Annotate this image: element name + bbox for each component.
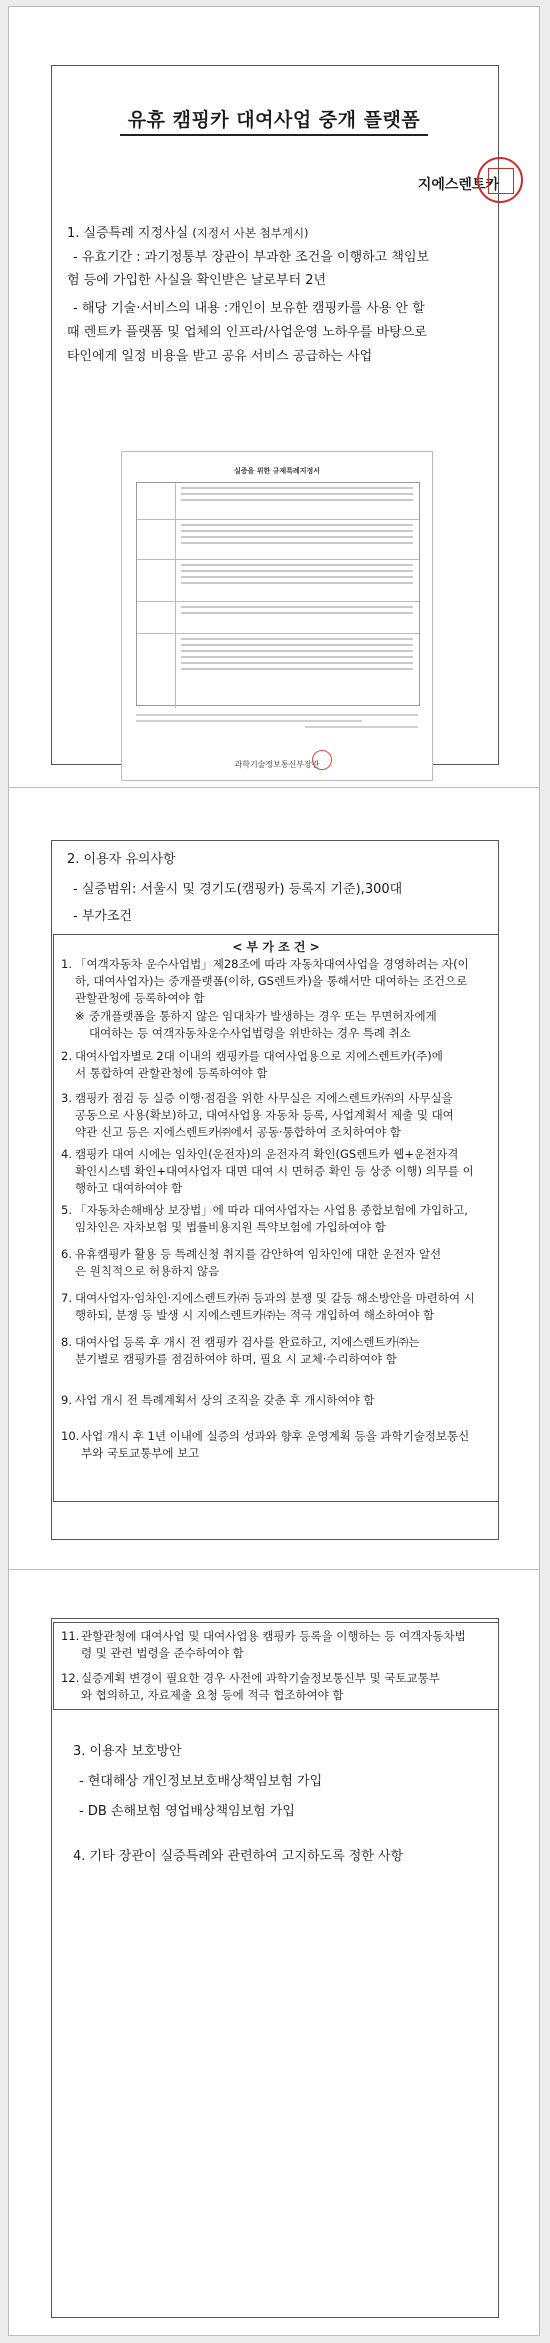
condition-text-line: 은 원칙적으로 허용하지 않음 xyxy=(75,1264,220,1278)
document-title: 유휴 캠핑카 대여사업 중개 플랫폼 xyxy=(9,105,539,136)
condition-text-line: 관할관청에 등록하여야 함 xyxy=(75,991,205,1005)
validity-line-2: 험 등에 가입한 사실을 확인받은 날로부터 2년 xyxy=(67,273,327,288)
condition-text-line: 부와 국토교통부에 보고 xyxy=(81,1446,200,1460)
section4-heading: 4. 기타 장관이 실증특례와 관련하여 고지하도록 정한 사항 xyxy=(73,1849,404,1864)
condition-number: 5. xyxy=(61,1203,72,1217)
condition-text-line: 캠핑카 대여 시에는 임차인(운전자)의 운전자격 확인(GS렌트카 웹+운전자격 xyxy=(75,1147,459,1161)
certificate-issuer: 과학기술정보통신부장관 xyxy=(234,760,320,769)
condition-text-line: 대여하는 등 여객자동차운수사업법령을 위반하는 경우 특례 취소 xyxy=(89,1026,411,1040)
condition-text-line: 「자동차손해배상 보장법」에 따라 대여사업자는 사업용 종합보험에 가입하고, xyxy=(75,1203,468,1217)
content-line-2: 때 렌트카 플랫폼 및 업체의 인프라/사업운영 노하우를 바탕으로 xyxy=(67,325,427,340)
condition-text-line: 사업 개시 전 특례계획서 상의 조직을 갖춘 후 개시하여야 함 xyxy=(75,1393,375,1407)
condition-text-line: 와 협의하고, 자료제출 요청 등에 적극 협조하여야 함 xyxy=(81,1688,344,1702)
condition-text-line: 행하고 대여하여야 함 xyxy=(75,1181,183,1195)
protection-item-1: - 현대해상 개인정보보호배상책임보험 가입 xyxy=(79,1774,323,1789)
document-page-2 xyxy=(8,787,540,1570)
document-page-1 xyxy=(8,6,540,788)
condition-number: 1. xyxy=(61,957,72,971)
validity-line-1: - 유효기간 : 과기정통부 장관이 부과한 조건을 이행하고 책임보 xyxy=(73,250,430,265)
certificate-table xyxy=(136,482,420,706)
condition-number: 8. xyxy=(61,1335,72,1349)
condition-text-line: 유휴캠핑카 활용 등 특례신청 취지를 감안하여 임차인에 대한 운전자 알선 xyxy=(75,1247,442,1261)
additional-conditions-label: - 부가조건 xyxy=(73,909,133,924)
condition-item xyxy=(61,1246,481,1280)
condition-number: 3. xyxy=(61,1091,72,1105)
certificate-title: 실증을 위한 규제특례지정서 xyxy=(233,467,321,475)
content-line-3: 타인에게 일정 비용을 받고 공유 서비스 공급하는 사업 xyxy=(67,349,373,364)
condition-item xyxy=(75,1008,477,1042)
condition-text-line: 서 통합하여 관할관청에 등록하여야 함 xyxy=(75,1066,268,1080)
condition-item xyxy=(61,1392,481,1409)
condition-item xyxy=(61,1146,481,1197)
section3-heading: 3. 이용자 보호방안 xyxy=(73,1744,182,1759)
section2-heading: 2. 이용자 유의사항 xyxy=(67,852,176,867)
condition-item xyxy=(61,1670,481,1704)
condition-text-line: 행하되, 분쟁 등 발생 시 지에스렌트카㈜는 적극 개입하여 해소하여야 함 xyxy=(75,1308,435,1322)
protection-item-2: - DB 손해보험 영업배상책임보험 가입 xyxy=(79,1804,295,1819)
condition-text-line: 약관 신고 등은 지에스렌트카㈜에서 공동·통합하여 조치하여야 함 xyxy=(75,1125,401,1139)
condition-number: 11. xyxy=(61,1629,80,1643)
certificate-footnote xyxy=(136,714,418,732)
condition-number: 2. xyxy=(61,1049,72,1063)
condition-text-line: 하, 대여사업자)는 중개플랫폼(이하, GS렌트카)을 통해서만 대여하는 조건으로 xyxy=(75,974,468,988)
condition-number: 10. xyxy=(61,1429,80,1443)
condition-item xyxy=(61,1202,481,1236)
condition-number: 6. xyxy=(61,1247,72,1261)
condition-item xyxy=(61,1090,481,1141)
scope-line: - 실증범위: 서울시 및 경기도(캠핑카) 등록지 기준),300대 xyxy=(73,882,403,897)
condition-text-line: 대여사업자·임차인·지에스렌트카㈜ 등과의 분쟁 및 갈등 해소방안을 마련하여 시 xyxy=(75,1291,475,1305)
condition-text-line: 캠핑카 점검 등 실증 이행·점검을 위한 사무실은 지에스렌트카㈜의 사무실을 xyxy=(75,1091,453,1105)
condition-number: 7. xyxy=(61,1291,72,1305)
section1-heading: 1. 실증특례 지정사실 (지정서 사본 첨부게시) xyxy=(67,226,309,241)
condition-text-line: 관할관청에 대여사업 및 대여사업용 캠핑카 등록을 이행하는 등 여객자동차법 xyxy=(81,1629,466,1643)
content-line-1: - 해당 기술·서비스의 내용 :개인이 보유한 캠핑카를 사용 안 할 xyxy=(73,301,425,316)
condition-number: 12. xyxy=(61,1671,80,1685)
condition-item xyxy=(61,1048,481,1082)
condition-text-line: 확인시스템 확인+대여사업자 대면 대여 시 면허증 확인 등 상중 이행) 의무를 이 xyxy=(75,1164,474,1178)
condition-text-line: 사업 개시 후 1년 이내에 실증의 성과와 향후 운영계획 등을 과학기술정보통신 xyxy=(81,1429,470,1443)
condition-number: ※ xyxy=(75,1009,85,1023)
company-name: 지에스렌트카 xyxy=(417,177,499,193)
condition-item xyxy=(61,1290,481,1324)
condition-text-line: 분기별로 캠핑카를 점검하여야 하며, 필요 시 교체·수리하여야 함 xyxy=(75,1352,397,1366)
condition-item xyxy=(61,1428,481,1462)
condition-item xyxy=(61,1628,481,1662)
condition-text-line: 「여객자동차 운수사업법」제28조에 따라 자동차대여사업을 경영하려는 자(이 xyxy=(75,957,469,971)
condition-text-line: 령 및 관련 법령을 준수하여야 함 xyxy=(81,1646,244,1660)
condition-number: 4. xyxy=(61,1147,72,1161)
condition-item xyxy=(61,956,481,1007)
certificate-image xyxy=(121,451,433,781)
conditions-box-title: < 부 가 조 건 > xyxy=(232,940,320,954)
condition-text-line: 공동으로 사용(확보)하고, 대여사업용 자동차 등록, 사업계획서 제출 및 대여 xyxy=(75,1108,454,1122)
condition-text-line: 실증계획 변경이 필요한 경우 사전에 과학기술정보통신부 및 국토교통부 xyxy=(81,1671,440,1685)
official-stamp-icon xyxy=(312,750,332,770)
condition-text-line: 임차인은 자차보험 및 법률비용지원 특약보험에 가입하여야 함 xyxy=(75,1220,386,1234)
company-seal-icon xyxy=(477,157,523,203)
condition-item xyxy=(61,1334,481,1368)
condition-text-line: 대여사업 등록 후 개시 전 캠핑카 검사를 완료하고, 지에스렌트카㈜는 xyxy=(75,1335,420,1349)
condition-number: 9. xyxy=(61,1393,72,1407)
document-page-3 xyxy=(8,1569,540,2336)
page-frame xyxy=(51,1618,499,2318)
condition-text-line: 중개플랫폼을 통하지 않은 임대차가 발생하는 경우 또는 무면허자에게 xyxy=(89,1009,437,1023)
condition-text-line: 대여사업자별로 2대 이내의 캠핑카를 대여사업용으로 지에스렌트카(주)에 xyxy=(75,1049,443,1063)
